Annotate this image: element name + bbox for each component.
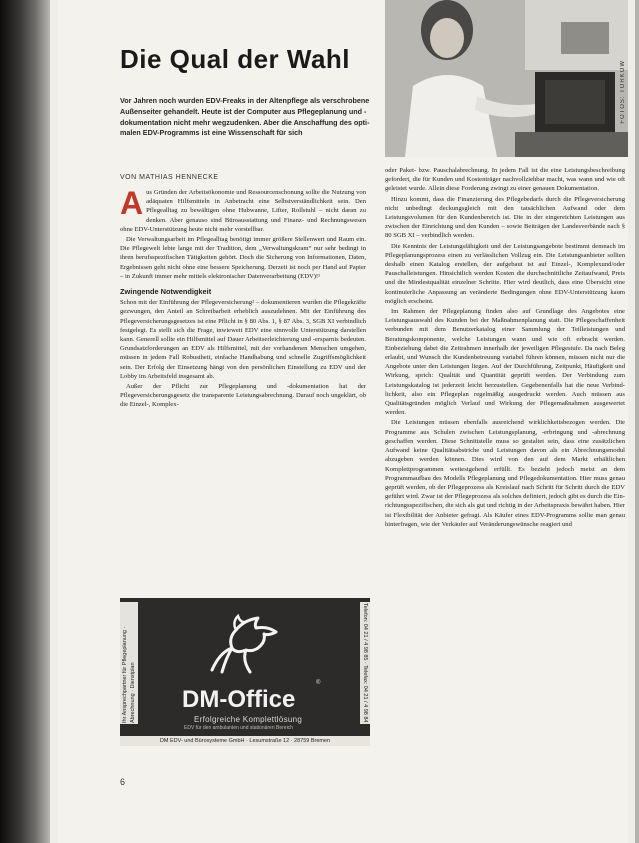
article-title: Die Qual der Wahl — [120, 44, 351, 74]
paragraph-text: us Gründen der Arbeitsökonomie und Ressourcenschonung sollte die Nutzung von adäquaten Hilfsmitteln in Anbetracht eine Selbstverständlichkeit sein. Den Pflegealltag zu bewältigen ohne Hubwanne, Lifter, Rollstuhl – nicht daran zu denken. Aber genauso sind Büroausstattung und Finanz- und Rechnungswesen ohne EDV-Unterstützung heute nicht mehr vorstellbar. — [120, 189, 366, 233]
book-binding-shadow — [0, 0, 50, 843]
author-byline: VON MATHIAS HENNECKE — [120, 174, 219, 181]
text-column-left — [120, 185, 366, 411]
page-number: 6 — [120, 777, 126, 787]
page-edge — [635, 0, 639, 843]
ad-footer-address: DM EDV- und Bürosysteme GmbH · Lesumstraße 12 · 28759 Bremen — [120, 736, 370, 746]
registered-mark: ® — [316, 680, 321, 686]
ad-subline: EDV für den ambulanten und stationären Bereich — [184, 725, 293, 731]
drop-cap: A — [120, 185, 144, 221]
ad-brand-name: DM-Office — [182, 686, 296, 713]
body-paragraph: Hinzu kommt, dass die Finanzierung des Pflegebedarfs durch die Pflegeversicherung nicht unbedingt deckungsgleich mit den tatsächlichen Aufwand oder dem Leistungsvolumen für den Kundenbereich ist. Die in der eingereichten Leistungen aus zwischen der Einrichtung und den Kunden – sowie Beiträgen der Landesverbände nach § 80 SGB XI – verbindlich werden. — [385, 195, 625, 240]
text-column-right — [385, 166, 625, 530]
dm-office-advertisement — [120, 598, 370, 746]
ad-tagline: Erfolgreiche Komplettlösung — [194, 715, 303, 724]
body-paragraph: Außer der Pflicht zur Pflegeplanung und -dokumentation hat der Pflegeversicherungsgesetz die transparente Leistungsabrechnung. Darauf noch ungeklärt, ob die Einzel-, Komplex- — [120, 383, 366, 409]
horse-logo-icon — [206, 612, 284, 676]
ad-side-text-right: Telefon: 04 21 / 4 98 85 · Telefax: 04 21 / 4 98 84 — [362, 603, 368, 723]
body-paragraph: Die Verwaltungsarbeit im Pflegealltag benötigt immer größere Stellenwert und Raum ein. Die Pflegewelt lebte lange mit der Tradition, dem „Verwaltungskram“ nur sehr bedingt in ihren berufsspezifischen Tätigkeiten gehört. Doch die Sicherung von Informationen, Daten, Ergebnissen geht nicht ohne eine bessere Speicherung. Derzeit ist noch per Hand auf Papier – in Zukunft immer mehr mittels elektronischer Datenverarbeitung (EDV)!¹ — [120, 236, 366, 280]
section-subheading: Zwingende Notwendigkeit — [120, 287, 212, 297]
magazine-page — [58, 0, 628, 843]
ad-side-text-left: Ihr Ansprechpartner für Pflegeplanung · Abrechnung · Dienstplan — [120, 602, 138, 724]
body-paragraph: Im Rahmen der Pflegeplanung finden also auf Grundlage des Angebotes eine Leistungsauswahl des Kunden bei der Maßnahmenplanung statt. Die Pflegeschaffenheit verbunden mit dem Benutzerkatalog einer Sammlung der Teilleistungen und Beratungskomponente, welche Leistungen wann und wie oft erbracht werden. Einbeziehung dabei die Zeitrahmen innerhalb der jeweiligen Pflegestufe. Da nach Beleg erlaubt, und Wunsch die Kundenbetreuung variabel führen können, müssen nicht nur die Angebote unter den Leistungen liegen. Auf der Durchführung, Zeitpunkt, Häufigkeit und Wirkung, sprich: Qualität und Quantität geprüft werden. Der Verbindung zum Leistungskatalog ist jederzeit leicht herzustellen. Gegebenenfalls hat die neue Verbindlichkeit, also ein Pflegeplan regelmäßig ausgedruckt werden. Auch müssen aus Qualitätsgründen möglich Verlauf und Wirkung der Pflegemaßnahmen ausgewertet werden. — [385, 308, 625, 417]
body-paragraph: Die Leistungen müssen ebenfalls ausreichend wirklichkeitsbezogen werden. Die Programme aus Schulen zwischen Leistungsplanung, -erbringung und -abrechnung geschaffen werden. Diese Schnittstelle muss so gestaltet sein, dass eine zusätzlichen Aufwand keine Qualitätsabstriche und Leistungen davon als ein Abrechnungsmodul abzugeben werden können. Dies wird von den auf dem Markt erhältlichen Komplettprogrammen weitestgehend erfüllt. Es bezieht jedoch meist an dem Programmaufbau des Modells Pflegeplanung und Pflegedokumentation. Hier muss genau geprüft werden, ob der Pflegeprozess als Kreislauf nach Schritt für Schritt durch die EDV geführt wird. Zwar ist der Pflegeprozess als solches definiert, jedoch gibt es durch die Einrichtungsspezifischen, die sich als gut und richtig in der Arbeitspraxis bewährt haben. Hier ist Flexibilität der Anbieter gefragt. Als Käufer eines EDV-Programms sollte man genau hinterfragen, wie der Verkäufer auf Veränderungswünsche reagiert und — [385, 419, 625, 528]
body-paragraph — [120, 185, 366, 234]
body-paragraph: Die Kenntnis der Leistungsfähigkeit und der Leistungsangebote bestimmt demnach im Pflegeplanungsprozess einen zu verlässlichen Vollzug ein. Die Leistungsanbieter sollten deshalb einen Katalog erstellen, der aufgebaut ist auf Einzel-, Komplexund/oder Pauschalleistungen. Hinsichtlich werden Kosten die durchschnittliche Zeitaufwand, Preis und die Mindestqualität einzelner Schritte. Hier wird deutlich, dass eine Übersicht eine kontinuierliche Anpassung an veränderte Bedingungen ohne EDV-Unterstützung kaum möglich erscheint. — [385, 242, 625, 305]
article-lead: Vor Jahren noch wurden EDV-Freaks in der Altenpflege als verschrobene Außenseiter gehandelt. Heute ist der Computer aus Pflegeplanung und -dokumentation nicht mehr wegzudenken. Aber die Anschaffung des optimalen EDV-Programms ist eine Wissenschaft für sich — [120, 96, 370, 138]
body-paragraph: oder Paket- bzw. Pauschalabrechnung. In jedem Fall ist die eine Leistungsbeschreibung gefordert, die für Kunden und Kostenträger nachvollziehbar macht, was wann und wie oft geleistet wurde. Allein diese Forderung zwingt zu einer genauen Dokumentation. — [385, 167, 625, 193]
nurse-at-computer-photo — [385, 0, 628, 157]
photo-credit: FOTOS: TORKOW — [620, 60, 626, 124]
body-paragraph: Schon mit der Einführung der Pflegeversicherung² – dokumentieren wurden die Pflegekräfte gezwungen, den Anteil an Schreibarbeit erheblich auszudehnen. Mit der Einführung des Pflegeversicherungsgesetzes ist eine Pflicht in § 80 Abs. 1, § 87 Abs. 3, SGB XI verbindlich festgelegt. Es stellt sich die Frage, inwieweit EDV eine sinnvolle Unterstützung darstellen kann. Generell sollte ein Hilfsmittel auf Dauer Arbeitserleichterung und -ersparnis bedeuten. Grundsatzforderungen an EDV als Hilfsmittel, mit der vorhandenen Menschen umgehen, müssen in jedem Fall Robustheit, einfache Handhabung und schnelle Zugriffsmöglichkeit sein. Der Erfolg der Einsetzung hängt von den persönlichen Einstellung zu EDV und der Lobby im Arbeitsfeld insgesamt ab. — [120, 299, 366, 380]
header-photo — [385, 0, 628, 157]
